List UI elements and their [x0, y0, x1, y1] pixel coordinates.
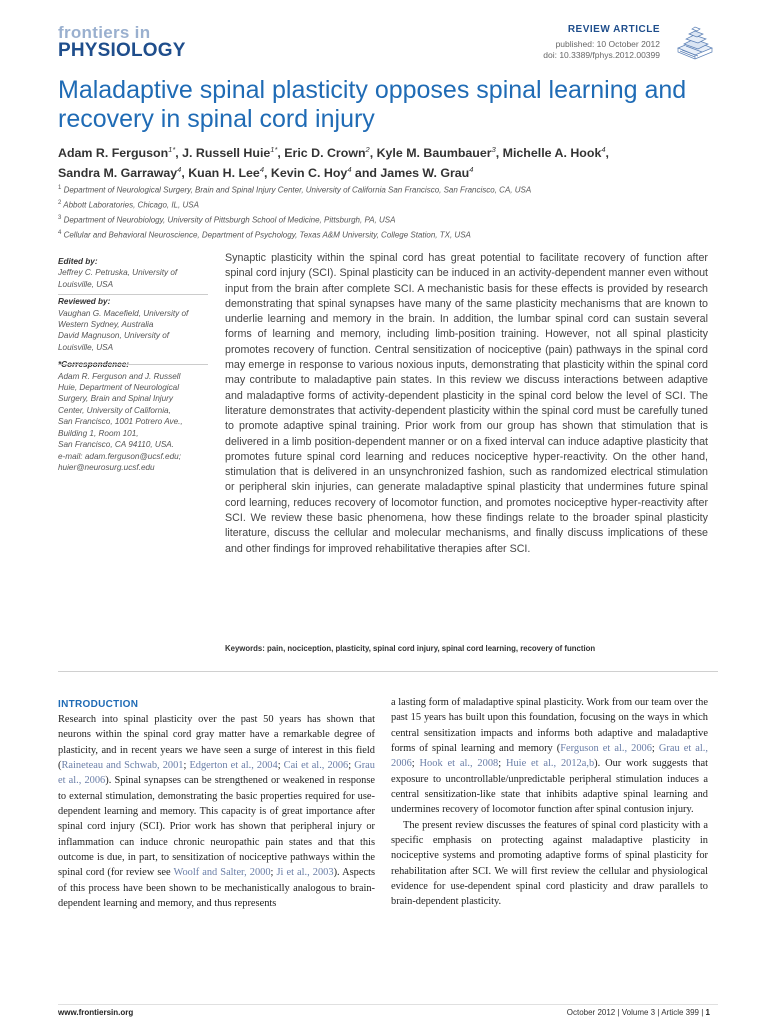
journal-brand-top: frontiers in	[58, 23, 151, 42]
abstract: Synaptic plasticity within the spinal cord has great potential to facilitate recovery of function after spinal cord injury (SCI). Spinal plasticity can be induced in an activity-dependent manner even without input from the brain after complete SCI. A mechanistic basis for these effects is provided by research demonstrating that spinal synapses have many of the same plasticity mechanisms that are known to underlie learning and memory in the brain. In addition, the lumbar spinal cord can sustain several forms of learning and memory, including limb-position training. However, not all spinal plasticity promotes recovery of function. Central sensitization of nociceptive (pain) pathways in the spinal cord may emerge in response to various noxious inputs, demonstrating that plasticity within the spinal cord may contribute to maladaptive pain states. In this review we discuss interactions between adaptive and maladaptive forms of activity-dependent plasticity in the spinal cord below the level of SCI. The literature demonstrates that activity-dependent plasticity within the spinal cord must be carefully tuned to promote adaptive spinal training. Prior work from our group has shown that stimulation that is delivered in a limb position-dependent manner or on a fixed interval can induce adaptive plasticity that promotes future spinal cord learning and reduces nociceptive hyper-reactivity. On the other hand, stimulation that is delivered in an unsynchronized fashion, such as randomized electrical stimulation or peripheral skin injuries, can generate maladaptive spinal plasticity that undermines future spinal cord learning, reduces recovery of locomotor function, and promotes nociceptive hyper-reactivity after SCI. We review these basic phenomena, how these findings relate to the broader spinal plasticity literature, discuss the cellular and molecular mechanisms, and finally discuss implications of these and other findings for improved rehabilitative therapies after SCI.	[225, 252, 708, 555]
author-affiliation-mark: 1*	[270, 145, 278, 154]
author-affiliation-mark: 1*	[168, 145, 176, 154]
keywords-values: pain, nociception, plasticity, spinal cord injury, spinal cord learning, recovery of function	[267, 644, 596, 653]
author-list: Adam R. Ferguson$^{1*}$, J. Russell Huie$^{1*}$, Eric D. Crown$^2$, Kyle M. Baumbauer$^3$, Michelle A. Hook$^4$, Sandra M. Garraway$^4$, Kuan H. Lee$^4$, Kevin C. Hoy$^4$ and James W. Grau$^4$	[58, 145, 609, 180]
intro-paragraph: a lasting form of maladaptive spinal plasticity. Work from our team over the past 15 years has built upon this foundation, focusing on the ways in which central sensitization impacts and informs both adaptive and maladaptive forms of spinal learning and memory (Ferguson et al., 2006; Grau et al., 2006; Hook et al., 2008; Huie et al., 2012a,b). Our work suggests that exposure to uncontrollable/unpredictable peripheral stimulation induces a central sensitization-like state that inhibits adaptive spinal learning and undermines recovery of locomotor function after spinal contusion injury.	[391, 697, 709, 816]
divider	[58, 671, 718, 672]
author-affiliation-mark: 4	[601, 145, 606, 154]
doi[interactable]: doi: 10.3389/fphys.2012.00399	[543, 50, 660, 60]
correspondence-line: Center, University of California,	[58, 405, 171, 415]
edited-by-line: Louisville, USA	[58, 279, 114, 289]
edited-by-label: Edited by:	[58, 257, 98, 266]
correspondence-email[interactable]: e-mail: adam.ferguson@ucsf.edu;	[58, 451, 181, 461]
author-name[interactable]: Sandra M. Garraway	[58, 165, 178, 180]
journal-cube-logo-icon	[672, 22, 718, 62]
citation-link[interactable]: Ferguson et al., 2006	[560, 743, 652, 755]
reviewed-by-line: David Magnuson, University of	[58, 331, 170, 341]
citation-link[interactable]: Edgerton et al., 2004	[189, 760, 278, 772]
author-name[interactable]: Michelle A. Hook	[502, 146, 602, 161]
section-heading-introduction: INTRODUCTION	[58, 699, 139, 710]
author-affiliation-mark: 3	[491, 145, 496, 154]
correspondence-line: San Francisco, CA 94110, USA.	[58, 440, 175, 450]
correspondence-line: Surgery, Brain and Spinal Injury	[58, 394, 173, 404]
citation-link[interactable]: Grau et al., 2006	[391, 743, 708, 770]
footer-issue	[567, 1008, 710, 1017]
edited-by-line: Jeffrey C. Petruska, University of	[58, 268, 178, 278]
reviewed-by-line: Western Sydney, Australia	[58, 320, 154, 330]
affiliation: $^4$ Cellular and Behavioral Neuroscience, Department of Psychology, Texas A&M University, College Station, TX, USA	[58, 229, 471, 240]
divider	[58, 294, 208, 295]
correspondence-line: Building 1, Room 101,	[58, 428, 139, 438]
author-affiliation-mark: 2	[365, 145, 370, 154]
citation-link[interactable]: Cai et al., 2006	[283, 760, 349, 772]
correspondence-line: Adam R. Ferguson and J. Russell	[58, 371, 181, 381]
reviewed-by-line: Louisville, USA	[58, 342, 114, 352]
author-name[interactable]: Adam R. Ferguson	[58, 146, 169, 161]
citation-link[interactable]: Huie et al., 2012a,b	[505, 758, 595, 770]
citation-link[interactable]: Ji et al., 2003	[276, 867, 334, 879]
footer-issue-text: October 2012 | Volume 3 | Article 399 |	[566, 1008, 704, 1017]
published-date: published: 10 October 2012	[555, 39, 660, 49]
divider	[58, 1004, 718, 1005]
correspondence-email[interactable]: huier@neurosurg.ucsf.edu	[58, 462, 155, 472]
author-name[interactable]: Kyle M. Baumbauer	[376, 146, 492, 161]
keywords	[225, 644, 718, 653]
author-name[interactable]: Kuan H. Lee	[188, 165, 260, 180]
author-affiliation-mark: 4	[177, 164, 182, 174]
correspondence-line: Huie, Department of Neurological	[58, 383, 180, 393]
author-name[interactable]: James W. Grau	[380, 165, 470, 180]
page-number: 1	[705, 1008, 710, 1017]
affiliation-list	[58, 182, 718, 242]
citation-link[interactable]: Woolf and Salter, 2000	[173, 867, 271, 879]
author-name[interactable]: Kevin C. Hoy	[270, 165, 348, 180]
footer-url[interactable]: www.frontiersin.org	[58, 1008, 134, 1017]
citation-link[interactable]: Hook et al., 2008	[419, 758, 499, 770]
affiliation: $^2$ Abbott Laboratories, Chicago, IL, USA	[58, 199, 199, 210]
article-type: REVIEW ARTICLE	[567, 24, 660, 35]
reviewed-by-label: Reviewed by:	[58, 297, 111, 307]
author-affiliation-mark: 4	[347, 164, 352, 174]
citation-link[interactable]: Raineteau and Schwab, 2001	[61, 760, 184, 772]
intro-paragraph: The present review discusses the features of spinal cord plasticity with a specific emphasis on protecting against maladaptive plasticity in nociceptive systems and promoting adaptive forms of spinal plasticity for rehabilitation after SCI. We will first review the cellular and physiological evidence for use-dependent spinal cord plasticity and draw parallels to brain-dependent plasticity.	[391, 819, 708, 908]
keywords-label: Keywords:	[225, 644, 265, 653]
affiliation: $^3$ Department of Neurobiology, University of Pittsburgh School of Medicine, Pittsburgh, PA, USA	[58, 214, 396, 225]
correspondence-line: San Francisco, 1001 Potrero Ave.,	[58, 417, 183, 427]
article-title: Maladaptive spinal plasticity opposes spinal learning and recovery in spinal cord injury	[58, 76, 687, 133]
author-affiliation-mark: 4	[469, 164, 474, 174]
author-affiliation-mark: 4	[259, 164, 264, 174]
author-name[interactable]: Eric D. Crown	[284, 146, 366, 161]
body-column-right	[391, 695, 708, 910]
body-column-left	[58, 712, 375, 911]
reviewed-by-line: Vaughan G. Macefield, University of	[58, 308, 189, 318]
intro-paragraph: Research into spinal plasticity over the past 50 years has shown that neurons within the spinal cord gray matter have a remarkable degree of plasticity, and in recent years we have seen a surge of interest in this field (Raineteau and Schwab, 2001; Edgerton et al., 2004; Cai et al., 2006; Grau et al., 2006). Spinal synapses can be strengthened or weakened in response to external stimulation, demonstrating the basic properties required for use-dependent learning and memory. This capacity is of great importance after spinal cord injury (SCI). Prior work has shown that peripheral injury or inflammation can induce chronic neuropathic pain states and that this outcome is due, in part, to sensitization of nociceptive pathways within the spinal cord (for review see Woolf and Salter, 2000; Ji et al., 2003). Aspects of this process have been shown to be mechanistically analogous to brain-dependent learning and memory, and thus represents	[58, 714, 375, 910]
journal-brand-name: PHYSIOLOGY	[58, 40, 186, 61]
citation-link[interactable]: Grau et al., 2006	[58, 760, 375, 787]
divider	[58, 364, 208, 365]
author-name[interactable]: J. Russell Huie	[182, 146, 271, 161]
affiliation: $^1$ Department of Neurological Surgery, Brain and Spinal Injury Center, University of California San Francisco, San Francisco, CA, USA	[58, 185, 532, 195]
